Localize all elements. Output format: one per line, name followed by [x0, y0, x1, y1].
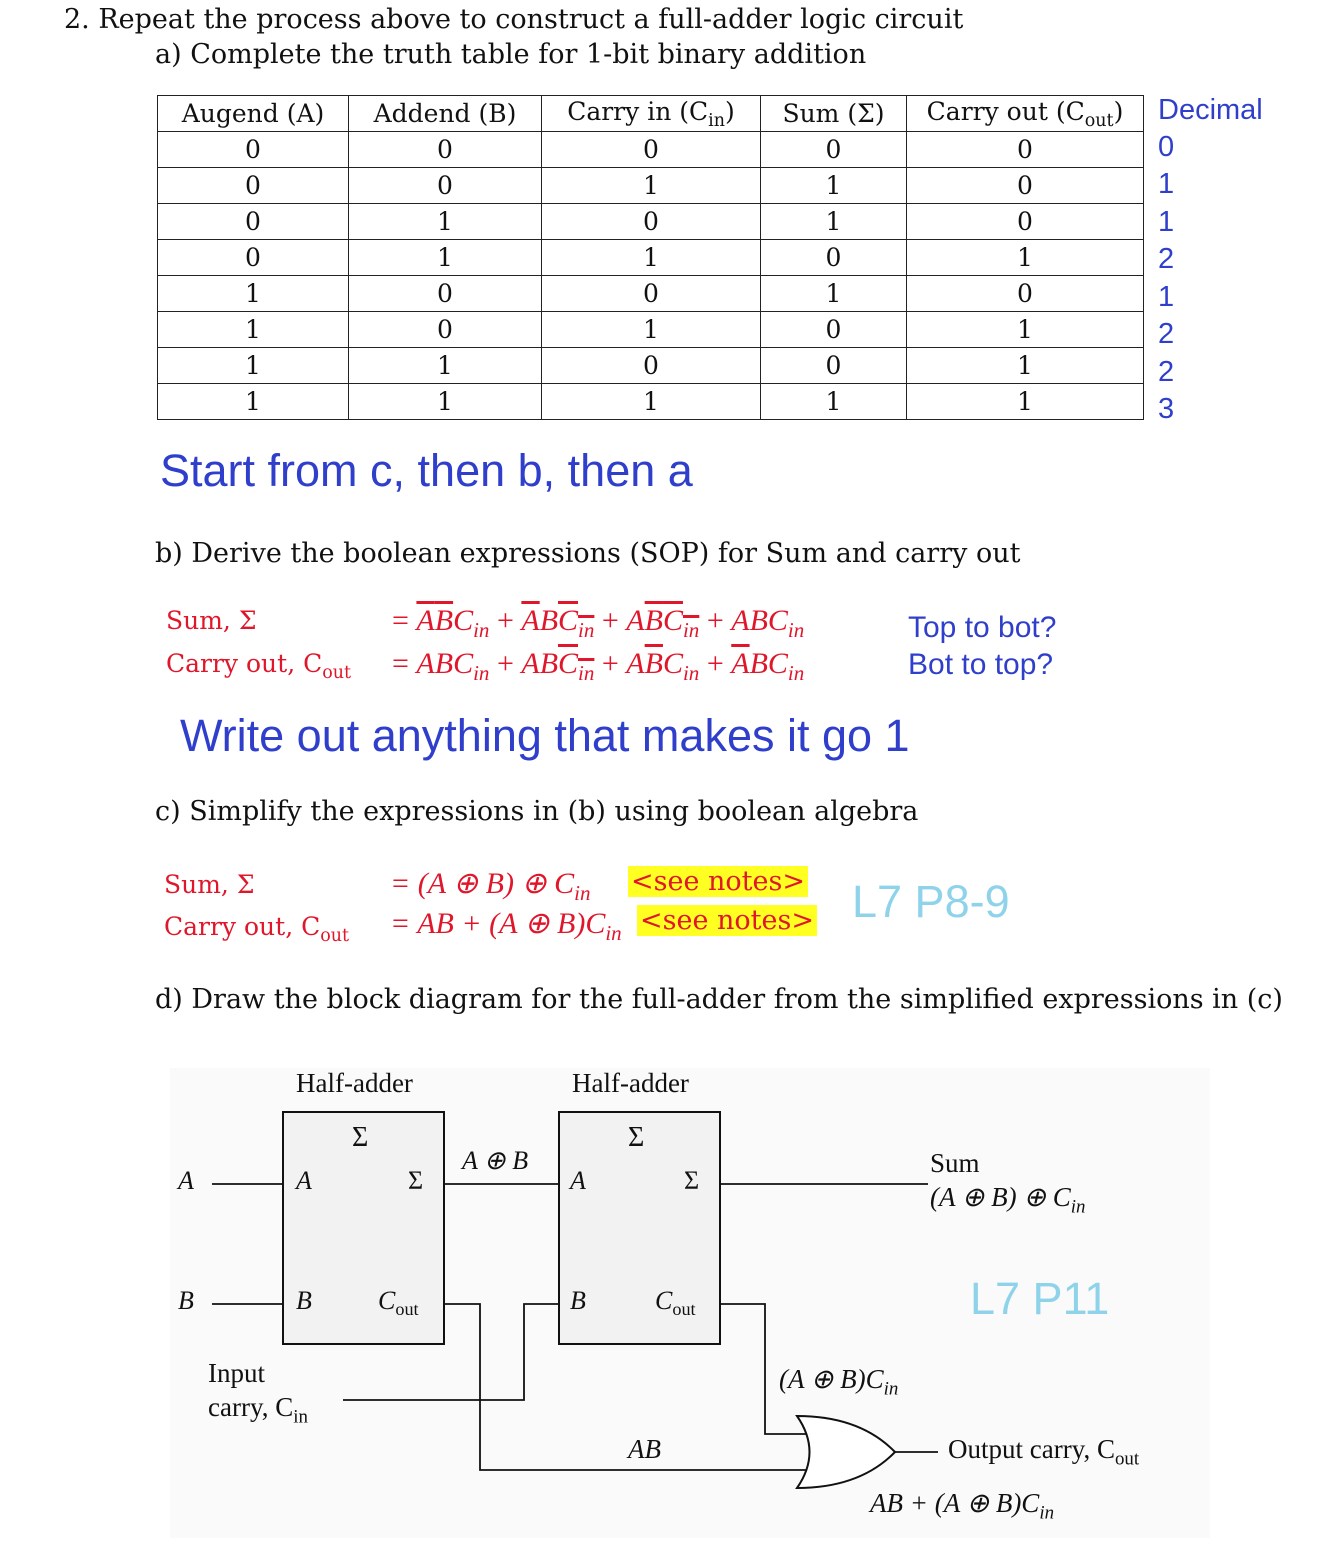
cell: 0 — [542, 204, 761, 240]
half-adder-label-1: Half-adder — [296, 1068, 413, 1098]
sum-sop-expression: = $\overline{A}\overline{B}C_{in} + \overline{A}BC_{in} + A\overline{B}C_{in} + ABC_{in}$ — [392, 604, 805, 642]
carry-label-b: Carry out, $C_{out}$ — [166, 649, 352, 683]
header-augend: Augend (A) — [158, 96, 349, 132]
input-carry-label-1: Input — [208, 1358, 265, 1388]
ha2-pin-sum: Σ — [684, 1166, 700, 1195]
output-carry-label: Output carry, $C_{out}$ — [948, 1434, 1140, 1470]
cell: 0 — [349, 312, 542, 348]
cell: 1 — [907, 384, 1144, 420]
part-d-heading: d) Draw the block diagram for the full-adder from the simplified expressions in (c) — [155, 984, 1283, 1015]
cell: 1 — [907, 240, 1144, 276]
input-a-label: A — [178, 1166, 194, 1195]
see-notes-badge-2: <see notes> — [637, 905, 817, 936]
cell: 1 — [158, 312, 349, 348]
ha2-pin-b: B — [570, 1286, 586, 1315]
cell: 1 — [761, 204, 907, 240]
cell: 0 — [907, 168, 1144, 204]
see-notes-badge-1: <see notes> — [628, 866, 808, 897]
cell: 0 — [542, 348, 761, 384]
cell: 0 — [349, 132, 542, 168]
decimal-value: 2 — [1158, 356, 1175, 388]
cell: 0 — [907, 204, 1144, 240]
cell: 0 — [907, 132, 1144, 168]
ha2-pin-a: A — [570, 1166, 586, 1195]
cell: 1 — [349, 348, 542, 384]
input-b-label: B — [178, 1286, 194, 1315]
cell: 0 — [349, 276, 542, 312]
carry-simplified-expression: = AB + (A ⊕ $B)C_{in}$ — [390, 907, 622, 945]
carry-label-c: Carry out, $C_{out}$ — [164, 912, 350, 946]
decimal-value: 1 — [1158, 206, 1175, 238]
part-c-heading: c) Simplify the expressions in (b) using boolean algebra — [155, 796, 919, 827]
part-a-heading: a) Complete the truth table for 1-bit binary addition — [155, 39, 867, 70]
cell: 1 — [761, 384, 907, 420]
cell: 0 — [349, 168, 542, 204]
cell: 0 — [158, 204, 349, 240]
note-top-to-bot: Top to bot? — [908, 611, 1057, 644]
ha2-sigma-symbol: Σ — [628, 1122, 645, 1153]
question-heading: 2. Repeat the process above to construct a full-adder logic circuit — [64, 4, 964, 35]
input-carry-label-2: carry, $C_{in}$ — [208, 1392, 308, 1428]
cell: 1 — [542, 312, 761, 348]
ha1-pin-a: A — [296, 1166, 312, 1195]
decimal-value: 0 — [1158, 131, 1175, 163]
cell: 0 — [542, 132, 761, 168]
decimal-value: 2 — [1158, 243, 1175, 275]
ha1-sigma-symbol: Σ — [352, 1122, 369, 1153]
lecture-reference-2: L7 P11 — [970, 1273, 1110, 1324]
cell: 0 — [761, 348, 907, 384]
cell: 1 — [349, 240, 542, 276]
decimal-value: 1 — [1158, 281, 1175, 313]
header-addend: Addend (B) — [349, 96, 542, 132]
note-write-out: Write out anything that makes it go 1 — [180, 710, 910, 761]
sum-simplified-expression: = (A ⊕ B) ⊕ $C_{in}$ — [390, 867, 591, 905]
decimal-value: 3 — [1158, 393, 1175, 425]
cell: 1 — [542, 240, 761, 276]
cell: 0 — [761, 132, 907, 168]
sum-output-label: Sum — [930, 1148, 980, 1178]
ha1-pin-cout: $C_{out}$ — [378, 1286, 419, 1320]
header-sum: Sum (Σ) — [761, 96, 907, 132]
cell: 0 — [158, 132, 349, 168]
half-adder-label-2: Half-adder — [572, 1068, 689, 1098]
cell: 1 — [542, 384, 761, 420]
ha1-pin-b: B — [296, 1286, 312, 1315]
ab-label: AB — [628, 1434, 661, 1464]
cell: 1 — [761, 276, 907, 312]
cell: 0 — [907, 276, 1144, 312]
sum-label-b: Sum, Σ — [166, 606, 257, 635]
cell: 1 — [158, 348, 349, 384]
cell: 0 — [542, 276, 761, 312]
part-b-heading: b) Derive the boolean expressions (SOP) for Sum and carry out — [155, 538, 1021, 569]
header-carry-out: Carry out $(C_{out})$ — [907, 96, 1144, 132]
lecture-reference-1: L7 P8-9 — [852, 876, 1010, 927]
sum-output-expression: (A ⊕ B) ⊕ $C_{in}$ — [930, 1182, 1086, 1218]
axorb-label: A ⊕ B — [462, 1146, 529, 1175]
note-bot-to-top: Bot to top? — [908, 648, 1054, 681]
cell: 0 — [158, 168, 349, 204]
ha2-pin-cout: $C_{out}$ — [655, 1286, 696, 1320]
or-gate-shape — [797, 1416, 895, 1488]
cell: 0 — [761, 240, 907, 276]
cell: 1 — [158, 276, 349, 312]
cell: 1 — [907, 348, 1144, 384]
sum-label-c: Sum, Σ — [164, 870, 255, 899]
note-start-order: Start from c, then b, then a — [160, 445, 693, 496]
cell: 1 — [907, 312, 1144, 348]
header-carry-in: Carry in $(C_{in})$ — [542, 96, 761, 132]
decimal-label: Decimal — [1158, 94, 1263, 126]
cell: 1 — [761, 168, 907, 204]
cell: 1 — [349, 204, 542, 240]
decimal-value: 1 — [1158, 168, 1175, 200]
ha1-pin-sum: Σ — [408, 1166, 424, 1195]
cell: 1 — [158, 384, 349, 420]
cell: 1 — [542, 168, 761, 204]
carry-sop-expression: = $ABC_{in} + ABC_{in} + A\overline{B}C_{in} + \overline{A}BC_{in}$ — [392, 647, 805, 685]
axorb-cin-label: (A ⊕ $B)C_{in}$ — [779, 1364, 899, 1400]
output-carry-expression: AB + (A ⊕ $B)C_{in}$ — [870, 1488, 1055, 1524]
cell: 0 — [761, 312, 907, 348]
cell: 1 — [349, 384, 542, 420]
decimal-value: 2 — [1158, 318, 1175, 350]
cell: 0 — [158, 240, 349, 276]
